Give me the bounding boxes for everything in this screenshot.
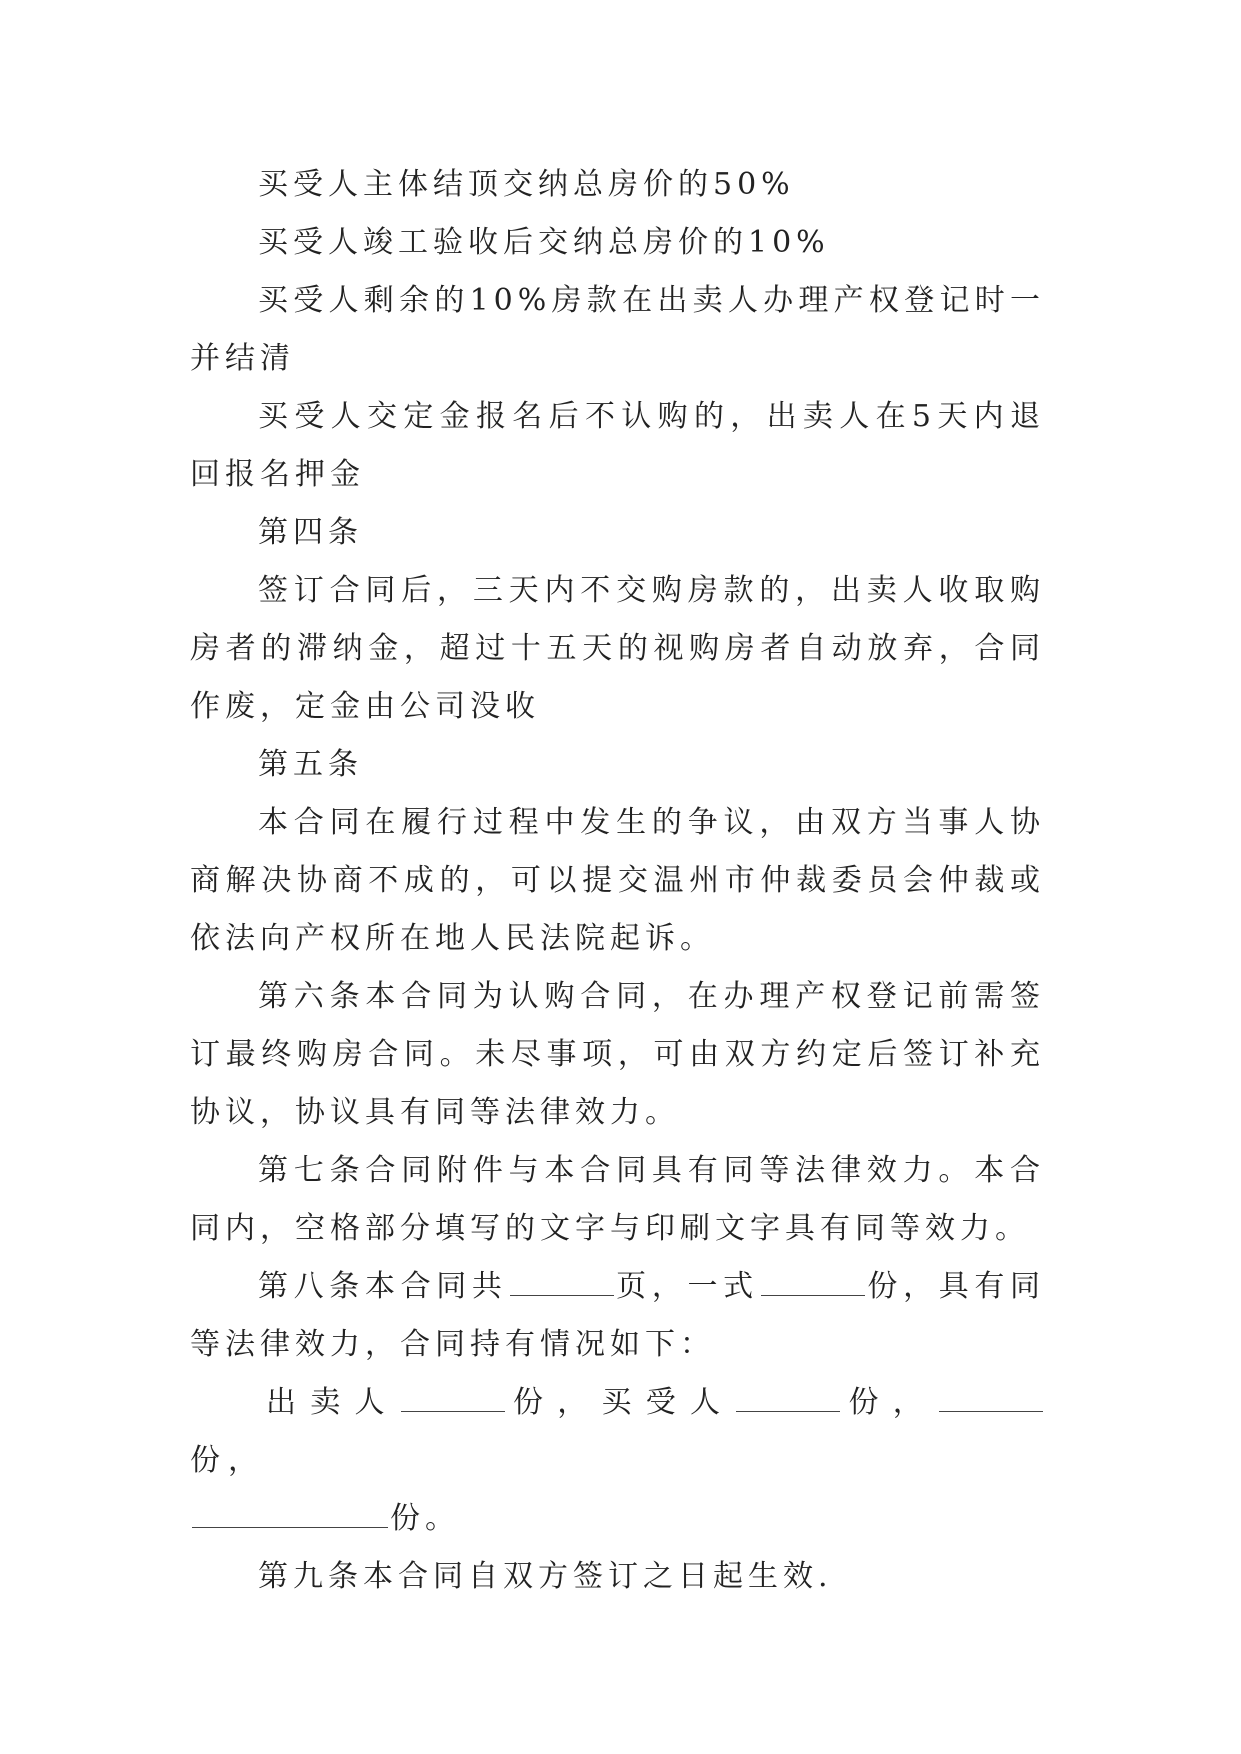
unit-label-3: 份，: [190, 1443, 266, 1478]
paragraph-payment-topping: 买受人主体结顶交纳总房价的50%: [258, 167, 795, 202]
unit-label-1: 份，: [506, 1385, 602, 1420]
paragraph-payment-remaining: 买受人剩余的10%房款在出卖人办理产权登记时一并结清: [190, 283, 1045, 376]
article-5-body: 本合同在履行过程中发生的争议，由双方当事人协商解决协商不成的，可以提交温州市仲裁委员会仲裁或依法向产权所在地人民法院起诉。: [190, 805, 1045, 956]
article-9: 第九条本合同自双方签订之日起生效.: [258, 1559, 833, 1594]
article-8-text-3: 份，具有同等法律效力，合同持有情况如下：: [190, 1269, 1046, 1362]
buyer-copies-blank: [736, 1381, 840, 1412]
paragraph-payment-completion: 买受人竣工验收后交纳总房价的10%: [258, 225, 830, 260]
holdings-line-2: [190, 1490, 1045, 1548]
paragraph-deposit-refund: 买受人交定金报名后不认购的，出卖人在5天内退回报名押金: [190, 399, 1045, 492]
buyer-label: 买受人: [601, 1385, 735, 1420]
article-8: [190, 1258, 1045, 1374]
document-body: [190, 156, 1045, 1606]
unit-label-2: 份，: [842, 1385, 937, 1420]
seller-label: 出卖人: [266, 1385, 399, 1420]
seller-copies-blank: [401, 1381, 505, 1412]
article-6: 第六条本合同为认购合同，在办理产权登记前需签订最终购房合同。未尽事项，可由双方约定后签订补充协议，协议具有同等法律效力。: [190, 979, 1045, 1130]
holdings-end: 份。: [390, 1501, 460, 1536]
holdings-line: [190, 1374, 1045, 1490]
article-4-heading: 第四条: [258, 515, 363, 550]
page-count-blank: [510, 1265, 614, 1296]
extra-party-blank: [192, 1497, 388, 1528]
other-copies-blank: [939, 1381, 1043, 1412]
copy-count-blank: [761, 1265, 865, 1296]
article-8-text-2: 页，一式: [615, 1269, 759, 1304]
article-7: 第七条合同附件与本合同具有同等法律效力。本合同内，空格部分填写的文字与印刷文字具有同等效力。: [190, 1153, 1045, 1246]
article-8-text-1: 第八条本合同共: [258, 1269, 508, 1304]
article-4-body: 签订合同后，三天内不交购房款的，出卖人收取购房者的滞纳金，超过十五天的视购房者自动放弃，合同作废，定金由公司没收: [190, 573, 1045, 724]
article-5-heading: 第五条: [258, 747, 363, 782]
